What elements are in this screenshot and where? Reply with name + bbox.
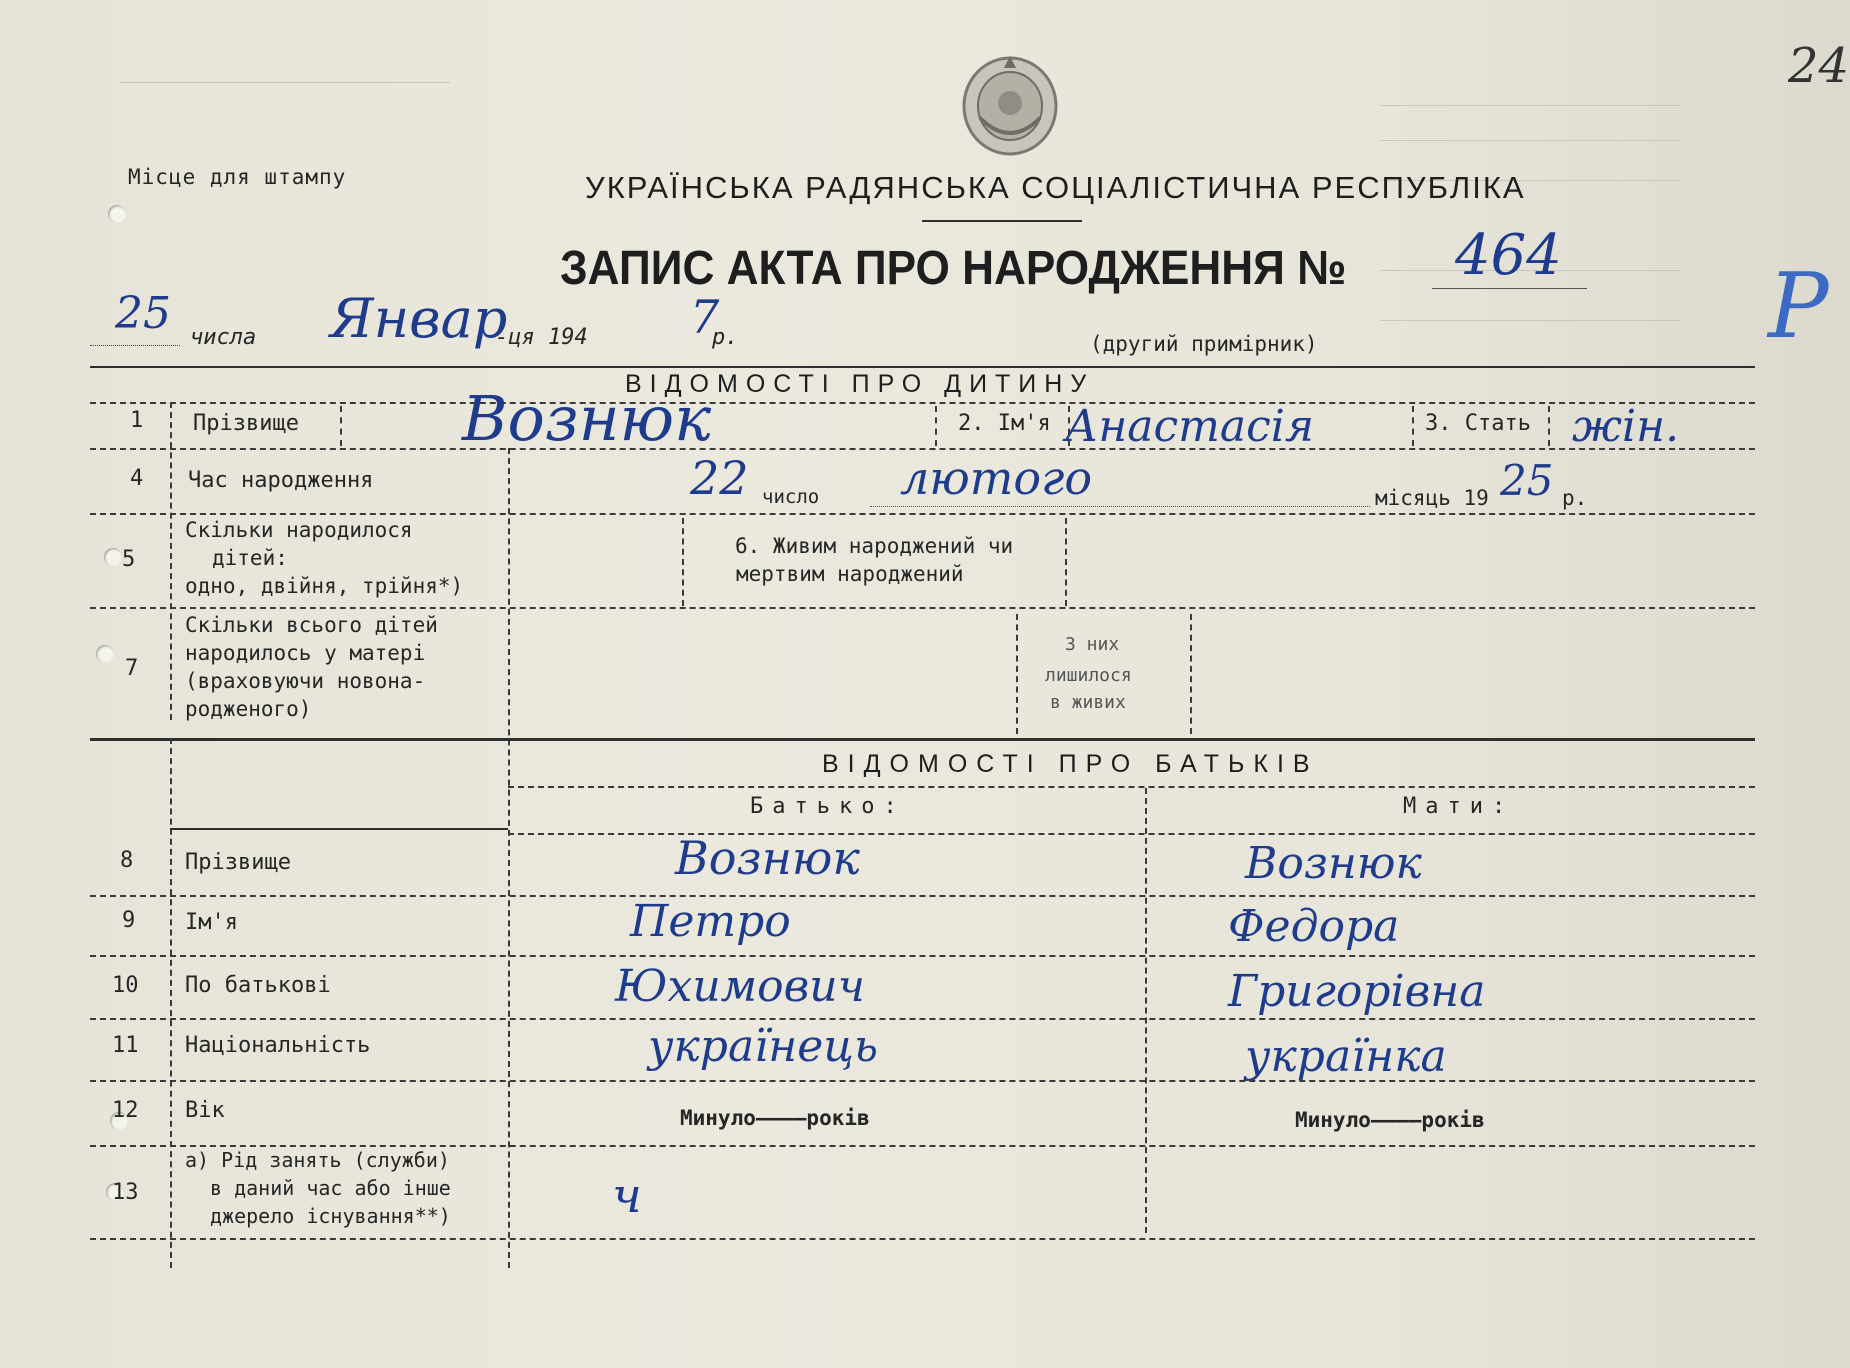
birth-year-digits: 25 — [1500, 456, 1554, 505]
birth-day-suffix: число — [762, 486, 820, 508]
row-number: 8 — [120, 848, 134, 873]
occupation-label-line2: в даний час або інше — [210, 1176, 451, 1200]
child-sex-value: жін. — [1572, 401, 1680, 452]
row-number: 4 — [130, 466, 144, 491]
surname-label: Прізвище — [193, 411, 299, 436]
mother-surname-value: Вознюк — [1245, 838, 1422, 889]
date-day: 25 — [115, 288, 171, 339]
total-label-line4: роджeного) — [185, 697, 312, 721]
count-label-line2: дітей: — [212, 546, 288, 570]
sex-label: 3. Стать — [1425, 411, 1531, 436]
copy-note: (другий примірник) — [1090, 332, 1318, 356]
row-number: 1 — [130, 408, 144, 433]
row-number: 11 — [112, 1033, 139, 1058]
alive-of-line1: З них — [1065, 634, 1120, 655]
alive-of-line2: лишилося — [1045, 665, 1132, 686]
name-label: 2. Ім'я — [958, 411, 1051, 436]
parent-patronymic-label: По батькові — [185, 973, 331, 998]
mother-column-label: Мати: — [1403, 794, 1515, 819]
birth-time-label: Час народження — [188, 468, 374, 493]
father-surname-value: Вознюк — [675, 831, 860, 885]
total-label-line1: Скільки всього дітей — [185, 613, 438, 637]
mother-nationality-value: українка — [1245, 1031, 1447, 1082]
parent-nationality-label: Національність — [185, 1033, 371, 1058]
alive-label-line1: 6. Живим народжений чи — [735, 534, 1014, 558]
record-title: ЗАПИС АКТА ПРО НАРОДЖЕННЯ № — [560, 242, 1347, 295]
occupation-label-line1: а) Рід занять (служби) — [185, 1148, 450, 1172]
date-day-suffix: числа — [190, 325, 257, 350]
mother-name-value: Федора — [1228, 901, 1400, 952]
republic-heading: УКРАЇНСЬКА РАДЯНСЬКА СОЦІАЛІСТИЧНА РЕСПУБЛІКА — [585, 170, 1526, 205]
row-number: 10 — [112, 973, 139, 998]
record-number: 464 — [1455, 223, 1562, 288]
birth-month-suffix: місяць 19 — [1375, 486, 1489, 510]
row-number: 7 — [125, 656, 139, 681]
row-number: 9 — [122, 908, 136, 933]
birth-day-value: 22 — [690, 451, 749, 505]
parent-age-label: Вік — [185, 1098, 225, 1123]
total-label-line3: (враховуючи новона- — [185, 669, 426, 693]
birth-month-value: лютого — [900, 451, 1093, 505]
child-surname-value: Вознюк — [462, 382, 712, 455]
coat-of-arms-emblem — [955, 48, 1065, 160]
count-label-line1: Скільки народилося — [185, 518, 413, 542]
corner-mark: Р — [1768, 254, 1829, 359]
father-name-value: Петро — [630, 896, 791, 947]
date-year-digit: 7 — [690, 290, 720, 344]
row-number: 13 — [112, 1180, 139, 1205]
father-nationality-value: українець — [648, 1021, 878, 1072]
father-patronymic-value: Юхимович — [615, 961, 865, 1012]
bleed-through-ghost-text — [120, 50, 560, 150]
occupation-label-line3: джерело існування**) — [210, 1204, 451, 1228]
mother-age-value: Минуло————років — [1295, 1108, 1485, 1132]
parent-surname-label: Прізвище — [185, 850, 291, 875]
parent-name-label: Ім'я — [185, 910, 238, 935]
count-label-line3: одно, двійня, трійня*) — [185, 574, 464, 598]
row-number: 5 — [122, 547, 136, 572]
total-label-line2: народилось у матері — [185, 641, 426, 665]
father-age-value: Минуло————років — [680, 1106, 870, 1130]
stamp-place-label: Місце для штампу — [128, 165, 347, 189]
alive-label-line2: мертвим народжений — [736, 562, 964, 586]
date-month: Январ — [330, 287, 508, 350]
father-occupation-value: ч — [612, 1168, 642, 1224]
row-number: 12 — [112, 1098, 139, 1123]
alive-of-line3: в живих — [1050, 692, 1126, 713]
child-name-value: Анастасія — [1065, 401, 1314, 452]
father-column-label: Батько: — [750, 794, 906, 819]
birth-year-suffix: р. — [1562, 486, 1588, 510]
mother-patronymic-value: Григорівна — [1228, 966, 1486, 1017]
date-month-suffix: -ця 194 — [495, 325, 588, 350]
page-number: 24 — [1788, 38, 1850, 94]
parents-section-title: ВІДОМОСТІ ПРО БАТЬКІВ — [822, 750, 1319, 778]
date-year-suffix: р. — [712, 325, 739, 350]
child-section-title: ВІДОМОСТІ ПРО ДИТИНУ — [625, 370, 1095, 398]
